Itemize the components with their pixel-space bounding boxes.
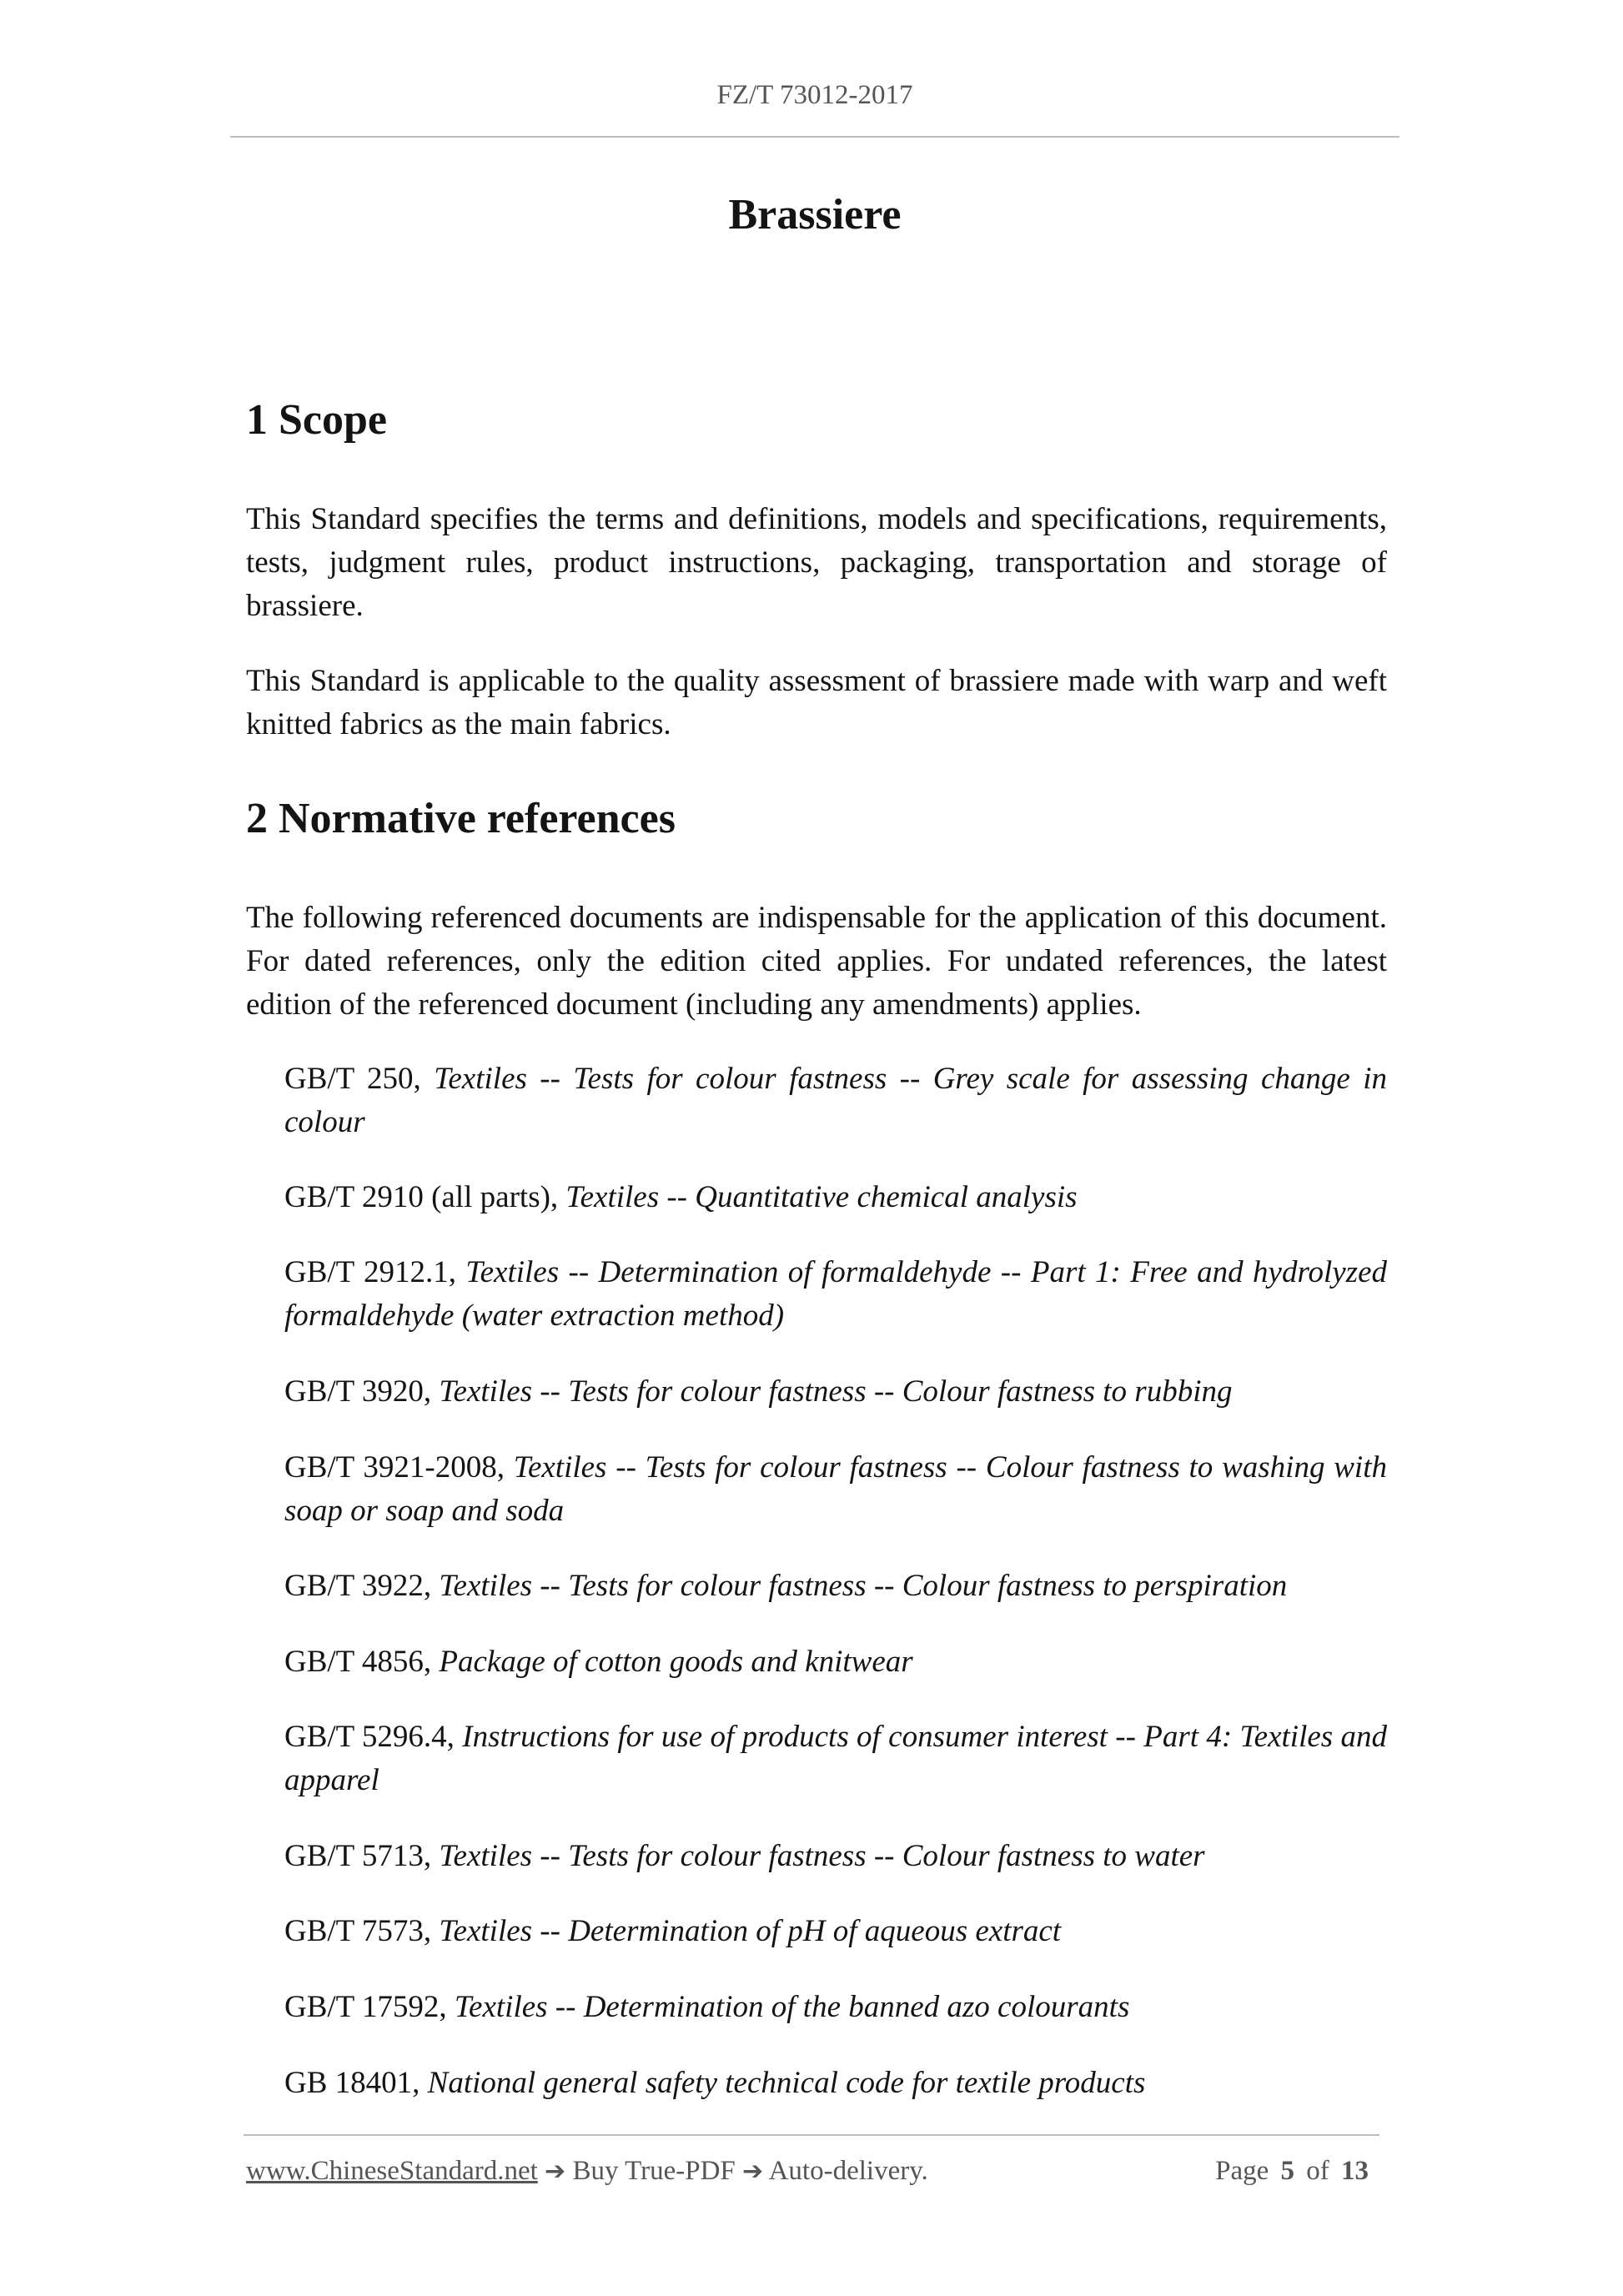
reference-item [284, 1176, 1387, 1219]
delivery-text: Auto-delivery. [768, 2156, 928, 2186]
buy-text: Buy True-PDF [572, 2156, 736, 2186]
reference-code: GB/T 250, [284, 1062, 435, 1096]
header-divider [230, 136, 1399, 138]
reference-item [284, 1446, 1387, 1533]
footer-divider [244, 2134, 1379, 2136]
scope-paragraph-2: This Standard is applicable to the quality assessment of brassiere made with warp and weft knitted fabrics as the main fabrics. [246, 664, 1387, 741]
reference-item [284, 1910, 1387, 1953]
site-link[interactable]: www.ChineseStandard.net [246, 2156, 538, 2186]
page-total: 13 [1341, 2156, 1369, 2186]
reference-title: Textiles -- Tests for colour fastness -- Colour fastness to water [439, 1839, 1205, 1873]
page-label: Page [1215, 2156, 1269, 2186]
page-current: 5 [1280, 2156, 1294, 2186]
reference-code: GB/T 2912.1, [284, 1255, 466, 1289]
reference-item [284, 1716, 1387, 1802]
reference-code: GB/T 5296.4, [284, 1720, 463, 1754]
reference-code: GB/T 3921-2008, [284, 1450, 514, 1485]
reference-title: National general safety technical code for textile products [427, 2066, 1146, 2100]
right-arrow-icon: ➔ [742, 2157, 764, 2186]
reference-item [284, 1986, 1387, 2029]
running-header: FZ/T 73012-2017 [716, 80, 913, 110]
scope-paragraph-1: This Standard specifies the terms and definitions, models and specifications, requirements, tests, judgment rules, product instructions, packaging, transportation and storage of brassiere. [246, 502, 1387, 623]
reference-code: GB 18401, [284, 2066, 428, 2100]
reference-code: GB/T 3920, [284, 1374, 440, 1409]
right-arrow-icon: ➔ [545, 2157, 566, 2186]
normative-references-intro: The following referenced documents are indispensable for the application of this document. For dated references, only the edition cited applies. For undated references, the latest edition of the referenced document (including any amendments) applies. [246, 901, 1387, 1022]
section-heading-normative-references: 2 Normative references [246, 795, 676, 842]
reference-item [284, 1565, 1387, 1608]
reference-code: GB/T 7573, [284, 1914, 440, 1948]
reference-code: GB/T 2910 (all parts), [284, 1180, 566, 1214]
reference-item [284, 1058, 1387, 1144]
page-of: of [1306, 2156, 1329, 2186]
reference-title: Textiles -- Determination of pH of aqueous extract [439, 1914, 1062, 1948]
reference-code: GB/T 5713, [284, 1839, 440, 1873]
reference-code: GB/T 17592, [284, 1990, 455, 2024]
reference-code: GB/T 3922, [284, 1569, 440, 1603]
reference-title: Instructions for use of products of consumer interest -- Part 4: Textiles and apparel [284, 1720, 1387, 1797]
reference-item [284, 1251, 1387, 1338]
reference-title: Textiles -- Tests for colour fastness -- Grey scale for assessing change in colour [284, 1062, 1387, 1139]
reference-title: Textiles -- Determination of the banned azo colourants [454, 1990, 1130, 2024]
reference-title: Textiles -- Tests for colour fastness -- Colour fastness to rubbing [439, 1374, 1233, 1409]
reference-title: Textiles -- Quantitative chemical analysis [565, 1180, 1078, 1214]
page-number [1215, 2156, 1374, 2187]
reference-item [284, 1640, 1387, 1684]
reference-code: GB/T 4856, [284, 1645, 440, 1679]
reference-item [284, 2062, 1387, 2105]
section-heading-scope: 1 Scope [246, 396, 387, 444]
reference-item [284, 1370, 1387, 1414]
reference-title: Textiles -- Tests for colour fastness -- Colour fastness to perspiration [439, 1569, 1288, 1603]
footer-promo [246, 2156, 928, 2187]
reference-title: Package of cotton goods and knitwear [439, 1645, 913, 1679]
reference-item [284, 1835, 1387, 1878]
reference-title: Textiles -- Tests for colour fastness -- Colour fastness to washing with soap or soap and soda [284, 1450, 1387, 1528]
reference-title: Textiles -- Determination of formaldehyde -- Part 1: Free and hydrolyzed formaldehyde (water extraction method) [284, 1255, 1387, 1333]
document-title: Brassiere [728, 191, 902, 239]
